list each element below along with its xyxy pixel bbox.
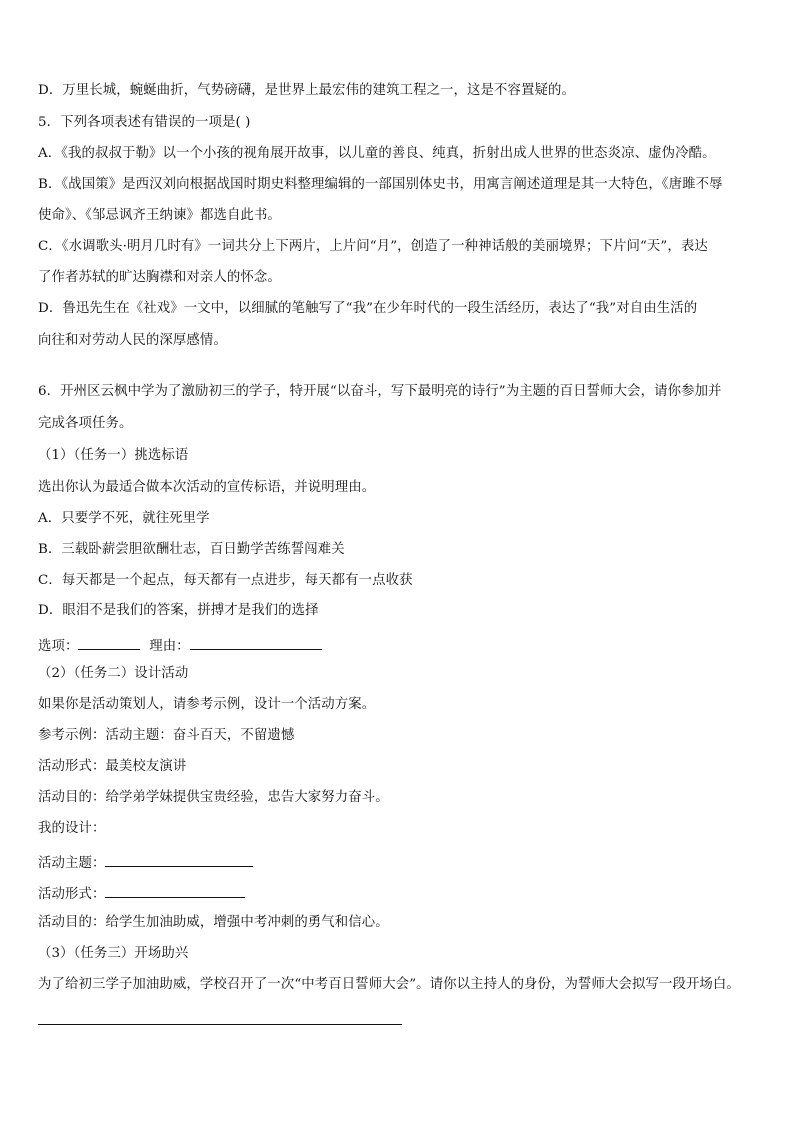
my-design-label: 我的设计： [38,821,106,836]
choice-blank[interactable] [78,635,140,650]
q5-option-c-line1: C．《水调歌头·明月几时有》一词共分上下两片，上片问“月”，创造了一种神话般的美丽境界；下片问“天”，表达 [38,239,708,254]
example-form: 活动形式：最美校友演讲 [38,759,187,774]
task2-prompt: 如果你是活动策划人，请参考示例，设计一个活动方案。 [38,697,376,712]
task1-title: （1）（任务一）挑选标语 [38,448,189,463]
q5-option-d-line2: 向往和对劳动人民的深厚感情。 [38,333,227,348]
design-goal: 活动目的：给学生加油助威，增强中考冲刺的勇气和信心。 [38,915,389,930]
reason-blank[interactable] [190,635,322,650]
slogan-option-b: B．三载卧薪尝胆欲酬壮志，百日勤学苦练誓闯难关 [38,542,345,557]
task2-title: （2）（任务二）设计活动 [38,666,189,681]
q4-option-d: D．万里长城，蜿蜒曲折，气势磅礴，是世界上最宏伟的建筑工程之一，这是不容置疑的。 [38,83,575,98]
q5-option-b-line2: 使命》、《邹忌讽齐王纳谏》都选自此书。 [38,208,281,223]
slogan-option-d: D．眼泪不是我们的答案，拼搏才是我们的选择 [38,603,319,618]
answer-line[interactable] [38,1024,402,1025]
example-theme: 参考示例：活动主题：奋斗百天，不留遗憾 [38,728,295,743]
choice-reason-line [38,635,758,656]
q5-option-b-line1: B．《战国策》是西汉刘向根据战国时期史料整理编辑的一部国别体史书，用寓言阐述道理是其一大特色，《唐雎不辱 [38,177,723,192]
form-blank[interactable] [105,883,245,898]
q5-option-c-line2: 了作者苏轼的旷达胸襟和对亲人的怀念。 [38,270,281,285]
task3-prompt: 为了给初三学子加油助威，学校召开了一次“中考百日誓师大会”。请你以主持人的身份，为誓师大会拟写一段开场白。 [38,977,740,992]
reason-label: 理由： [149,639,190,654]
task1-prompt: 选出你认为最适合做本次活动的宣传标语，并说明理由。 [38,480,376,495]
choice-label: 选项： [38,639,79,654]
theme-label: 活动主题： [38,856,106,871]
theme-line [38,852,758,873]
form-line [38,883,758,904]
q6-stem-line1: 6．开州区云枫中学为了激励初三的学子，特开展“以奋斗，写下最明亮的诗行”为主题的百日誓师大会，请你参加并 [38,384,722,399]
q6-stem-line2: 完成各项任务。 [38,416,133,431]
slogan-option-c: C．每天都是一个起点，每天都有一点进步，每天都有一点收获 [38,573,413,588]
slogan-option-a: A．只要学不死，就往死里学 [38,511,210,526]
form-label: 活动形式： [38,887,106,902]
theme-blank[interactable] [105,852,253,867]
q5-option-a: A．《我的叔叔于勒》以一个小孩的视角展开故事，以儿童的善良、纯真，折射出成人世界的世态炎凉、虚伪冷酷。 [38,146,716,161]
q5-option-d-line1: D．鲁迅先生在《社戏》一文中，以细腻的笔触写了“我”在少年时代的一段生活经历，表达了“我”对自由生活的 [38,301,698,316]
task3-title: （3）（任务三）开场助兴 [38,946,189,961]
q5-stem: 5．下列各项表述有错误的一项是( ) [38,115,251,130]
example-goal: 活动目的：给学弟学妹提供宝贵经验，忠告大家努力奋斗。 [38,790,389,805]
